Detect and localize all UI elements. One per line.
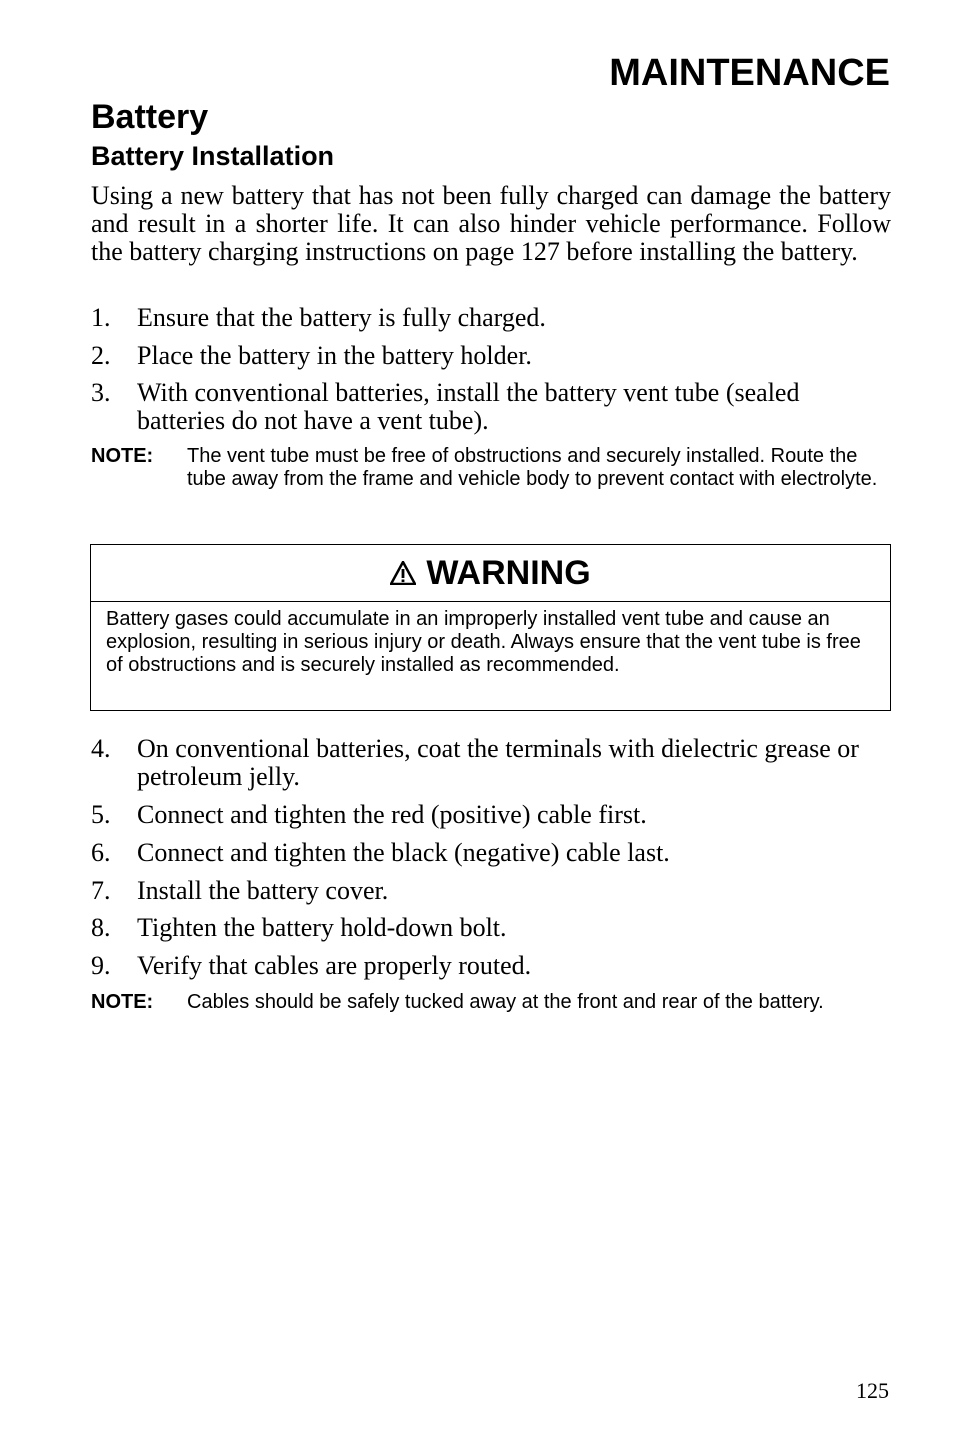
warning-title: WARNING (426, 553, 591, 592)
step-text: On conventional batteries, coat the terminals with dielectric grease or petroleum jelly. (137, 734, 859, 791)
warning-text: Battery gases could accumulate in an improperly installed vent tube and cause an explosion, resulting in serious injury or death. Always ensure that the vent tube is free of obstructions and is securely installed as recommended. (106, 608, 861, 676)
warning-header (91, 545, 890, 602)
list-item (91, 877, 891, 905)
note-label: NOTE: (91, 445, 154, 467)
chapter-title: MAINTENANCE (609, 52, 890, 94)
step-text: Connect and tighten the red (positive) cable first. (137, 800, 647, 829)
note-text: The vent tube must be free of obstructions and securely installed. Route the tube away from the frame and vehicle body to prevent contact with electrolyte. (187, 445, 878, 490)
note-label: NOTE: (91, 991, 154, 1013)
step-number: 8. (91, 913, 111, 942)
step-text: With conventional batteries, install the battery vent tube (sealed batteries do not have a vent tube). (137, 378, 800, 435)
list-item (91, 342, 891, 370)
list-item (91, 801, 891, 829)
step-number: 3. (91, 378, 111, 407)
step-number: 4. (91, 734, 111, 763)
step-text: Ensure that the battery is fully charged. (137, 303, 546, 332)
step-number: 5. (91, 800, 111, 829)
step-text: Install the battery cover. (137, 876, 389, 905)
section-title: Battery (91, 98, 209, 136)
note (91, 445, 891, 491)
step-number: 9. (91, 951, 111, 980)
warning-triangle-icon (390, 561, 416, 585)
step-text: Place the battery in the battery holder. (137, 341, 532, 370)
warning-box (90, 544, 891, 711)
list-item (91, 952, 891, 980)
subsection-title: Battery Installation (91, 141, 335, 171)
note (91, 991, 891, 1014)
step-number: 6. (91, 838, 111, 867)
step-text: Verify that cables are properly routed. (137, 951, 532, 980)
step-number: 7. (91, 876, 111, 905)
list-item (91, 304, 891, 332)
list-item (91, 914, 891, 942)
list-item (91, 839, 891, 867)
note-text: Cables should be safely tucked away at the front and rear of the battery. (187, 991, 824, 1013)
list-item (91, 735, 891, 791)
step-text: Connect and tighten the black (negative) cable last. (137, 838, 670, 867)
step-number: 1. (91, 303, 111, 332)
list-item (91, 379, 891, 435)
page-number: 125 (856, 1378, 889, 1403)
intro-paragraph: Using a new battery that has not been fully charged can damage the battery and result in a shorter life. It can also hinder vehicle performance. Follow the battery charging instructions on page 127 before installing the battery. (91, 181, 891, 266)
step-number: 2. (91, 341, 111, 370)
step-text: Tighten the battery hold-down bolt. (137, 913, 507, 942)
